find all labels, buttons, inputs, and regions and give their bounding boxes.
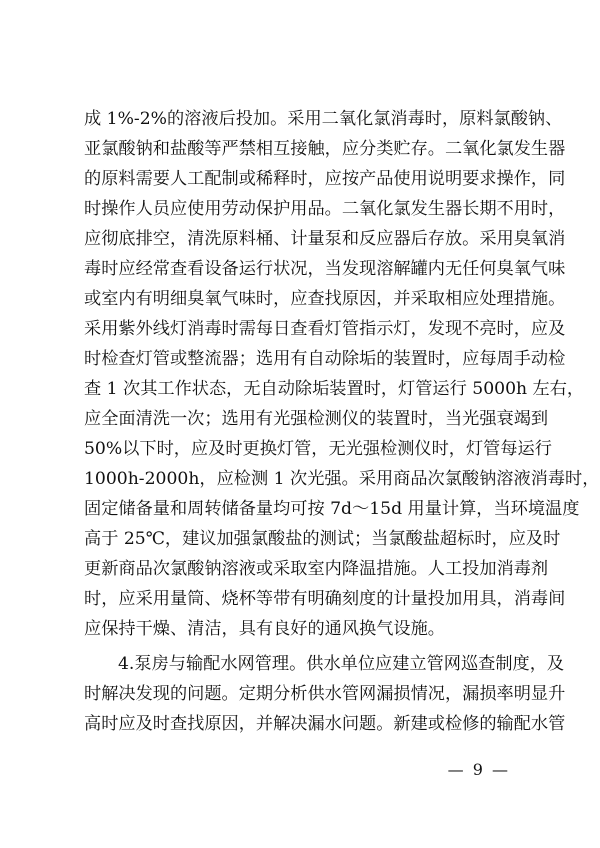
text-line-indented: 4.泵房与输配水网管理。供水单位应建立管网巡查制度，及 (118, 654, 565, 674)
page-number: — 9 — (447, 760, 510, 779)
body-text (84, 104, 600, 739)
text-line: 时，应采用量筒、烧杯等带有明确刻度的计量投加用具，消毒间 (84, 589, 566, 609)
text-line: 1000h-2000h，应检测 1 次光强。采用商品次氯酸钠溶液消毒时， (84, 469, 600, 489)
text-line: 应保持干燥、清洁，具有良好的通风换气设施。 (84, 619, 445, 639)
text-line: 的原料需要人工配制或稀释时，应按产品使用说明要求操作，同 (84, 169, 566, 189)
text-line: 高于 25℃，建议加强氯酸盐的测试；当氯酸盐超标时，应及时 (84, 529, 561, 549)
text-line: 时操作人员应使用劳动保护用品。二氧化氯发生器长期不用时， (84, 199, 566, 219)
paragraph-pipe-network (84, 649, 566, 739)
text-line: 查 1 次其工作状态，无自动除垢装置时，灯管运行 5000h 左右， (84, 379, 585, 399)
text-line: 时检查灯管或整流器；选用有自动除垢的装置时，应每周手动检 (84, 349, 566, 369)
text-line: 亚氯酸钠和盐酸等严禁相互接触，应分类贮存。二氧化氯发生器 (84, 139, 566, 159)
text-line: 高时应及时查找原因，并解决漏水问题。新建或检修的输配水管 (84, 714, 566, 734)
text-line: 时解决发现的问题。定期分析供水管网漏损情况，漏损率明显升 (84, 684, 566, 704)
text-line: 50%以下时，应及时更换灯管，无光强检测仪时，灯管每运行 (84, 439, 552, 459)
text-line: 应全面清洗一次；选用有光强检测仪的装置时，当光强衰竭到 (84, 409, 549, 429)
text-line: 固定储备量和周转储备量均可按 7d～15d 用量计算，当环境温度 (84, 499, 580, 519)
text-line: 成 1%-2%的溶液后投加。采用二氧化氯消毒时，原料氯酸钠、 (84, 109, 563, 129)
paragraph-disinfection (84, 104, 600, 644)
text-line: 更新商品次氯酸钠溶液或采取室内降温措施。人工投加消毒剂 (84, 559, 549, 579)
text-line: 采用紫外线灯消毒时需每日查看灯管指示灯，发现不亮时，应及 (84, 319, 566, 339)
text-line: 毒时应经常查看设备运行状况，当发现溶解罐内无任何臭氧气味 (84, 259, 566, 279)
text-line: 或室内有明细臭氧气味时，应查找原因，并采取相应处理措施。 (84, 289, 566, 309)
text-line: 应彻底排空，清洗原料桶、计量泵和反应器后存放。采用臭氧消 (84, 229, 566, 249)
